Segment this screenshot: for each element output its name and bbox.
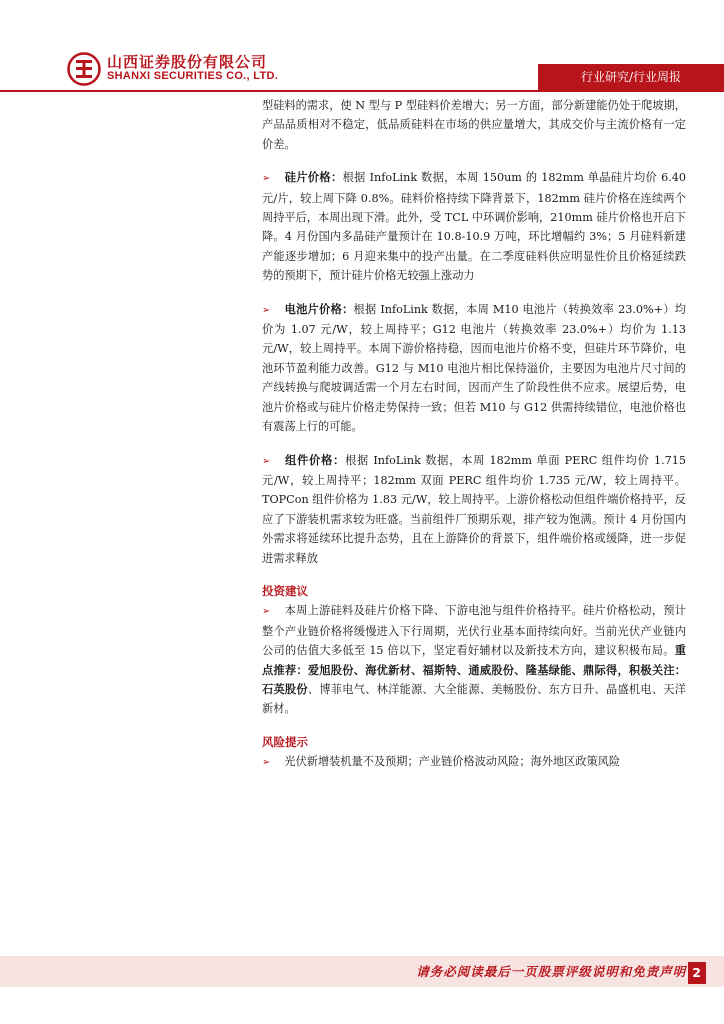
wafer-price-text: 根据 InfoLink 数据，本周 150um 的 182mm 单晶硅片均价 6.40 元/片，较上周下降 0.8%。硅料价格持续下降背景下，182mm 硅片价格在连续两个周持平后，本周出现下滑。此外，受 TCL 中环调价影响，210mm 硅片价格也开启下降。4 月份国内多晶硅产量预计在 10.8-10.9 万吨，环比增幅约 3%；5 月硅料新建产能逐步增加；6 月迎来集中的投产出量。在二季度硅料供应明显性价且价格延续跌势的预期下，预计硅片价格无较强上涨动力 bbox=[262, 171, 686, 283]
bullet-icon: ➢ bbox=[262, 304, 271, 316]
intro-paragraph: 型硅料的需求，使 N 型与 P 型硅料价差增大；另一方面，部分新建能仍处于爬坡期，产品品质相对不稳定，低品质硅料在市场的供应量增大，其成交价与主流价格有一定价差。 bbox=[262, 99, 686, 151]
module-price-text: 根据 InfoLink 数据，本周 182mm 单面 PERC 组件均价 1.715 元/W，较上周持平；182mm 双面 PERC 组件均价 1.735 元/W，较上周持平。TOPCon 组件价格为 1.83 元/W，较上周持平。上游价格松动但组件端价格持平，反应了下游装机需求较为旺盛。当前组件厂预期乐观，排产较为饱满。预计 4 月份国内外需求将延续环比提升态势，且在上游降价的背景下，组件端价格或缓降，进一步促进需求释放 bbox=[262, 453, 686, 565]
page-number: 2 bbox=[688, 962, 706, 984]
footer-disclaimer bbox=[416, 956, 706, 987]
investment-section-title: 投资建议 bbox=[262, 583, 308, 598]
investment-text: 本周上游硅料及硅片价格下降、下游电池与组件价格持平。硅片价格松动，预计整个产业链价格将缓慢进入下行周期，光伏行业基本面持续向好。当前光伏产业链内公司的估值大多低至 15 倍以下，坚定看好辅材以及新技术方向，建议积极布局。 bbox=[262, 604, 686, 658]
report-category: 行业研究/行业周报 bbox=[538, 64, 724, 90]
watch-label: 积极关注： bbox=[628, 662, 686, 677]
company-logo-icon bbox=[67, 52, 101, 86]
footer-disclaimer-text: 请务必阅读最后一页股票评级说明和免责声明 bbox=[416, 964, 687, 979]
module-price-paragraph bbox=[262, 451, 686, 568]
watch-stock-bold: 石英股份 bbox=[262, 681, 308, 696]
risk-section-title: 风险提示 bbox=[262, 734, 308, 749]
watch-stocks-rest: 、博菲电气、林洋能源、大全能源、美畅股份、东方日升、晶盛机电、天洋新材。 bbox=[262, 682, 686, 716]
investment-paragraph bbox=[262, 601, 686, 718]
bullet-icon: ➢ bbox=[262, 455, 271, 467]
cell-price-label: 电池片价格： bbox=[284, 301, 354, 316]
wafer-price-label: 硅片价格： bbox=[284, 170, 343, 185]
risk-paragraph bbox=[262, 752, 686, 772]
bullet-icon: ➢ bbox=[262, 606, 271, 618]
cell-price-paragraph bbox=[262, 300, 686, 437]
company-name-cn: 山西证券股份有限公司 bbox=[107, 53, 268, 71]
key-recommend-label: 重点推荐： bbox=[262, 643, 686, 677]
bullet-icon: ➢ bbox=[262, 173, 271, 185]
company-name-en: SHANXI SECURITIES CO., LTD. bbox=[107, 70, 279, 82]
wafer-price-paragraph bbox=[262, 168, 686, 285]
page-header bbox=[0, 0, 724, 96]
bullet-icon: ➢ bbox=[262, 757, 271, 769]
header-divider bbox=[0, 90, 724, 92]
page-footer bbox=[0, 956, 724, 987]
report-body bbox=[262, 96, 686, 787]
cell-price-text: 根据 InfoLink 数据，本周 M10 电池片（转换效率 23.0%+）均价为 1.07 元/W，较上周持平；G12 电池片（转换效率 23.0%+）均价为 1.13 元/W，较上周持平。本周下游价格持稳，因而电池片价格不变，但硅片环节降价，电池环节盈利能力改善。G12 与 M10 电池片相比保持溢价，主要因为电池片尺寸间的产线转换与爬坡调适需一个月左右时间，因而产生了阶段性供不应求。展望后势，电池片价格或与硅片价格走势保持一致；但若 M10 与 G12 供需持续错位，电池价格也有震荡上行的可能。 bbox=[262, 302, 686, 434]
module-price-label: 组件价格： bbox=[284, 452, 346, 467]
risk-text: 光伏新增装机量不及预期；产业链价格波动风险；海外地区政策风险 bbox=[284, 755, 621, 769]
key-recommend-stocks: 爱旭股份、海优新材、福斯特、通威股份、隆基绿能、鼎际得， bbox=[307, 662, 629, 677]
